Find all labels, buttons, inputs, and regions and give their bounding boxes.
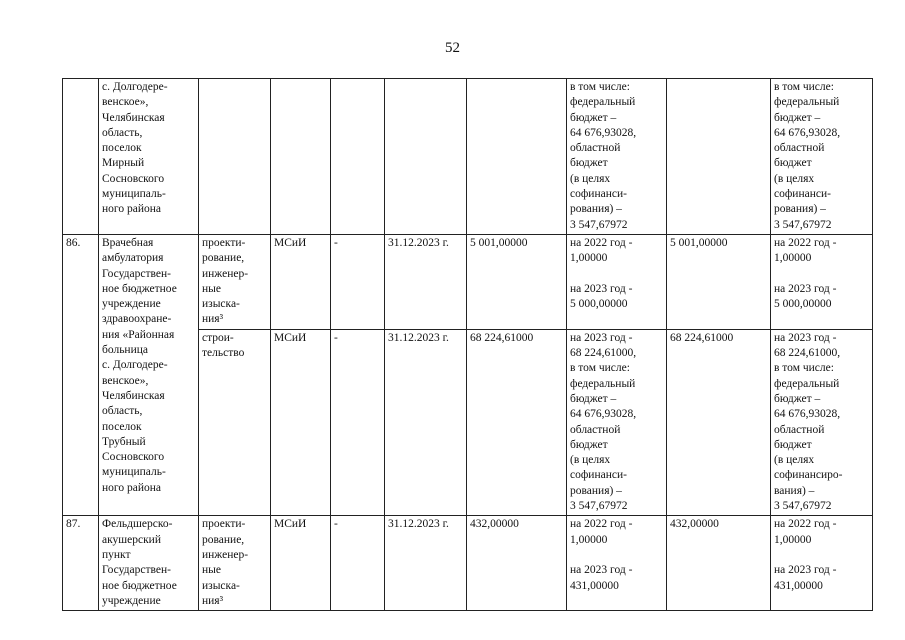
- dash-cell: -: [331, 329, 385, 516]
- cost-cell: 68 224,61000: [467, 329, 567, 516]
- cost-cell: 5 001,00000: [467, 234, 567, 329]
- date-cell: 31.12.2023 г.: [385, 234, 467, 329]
- object-name-cell: Врачебная амбулатория Государствен- ное бюджетное учреждение здравоохране- ния «Районная больница с. Долгодере- венское», Челябинская область, поселок Трубный Сосновского муниципаль- ного района: [99, 234, 199, 515]
- stage-cell: [199, 79, 271, 235]
- limit-cell: 68 224,61000: [667, 329, 771, 516]
- document-table: [62, 78, 873, 611]
- limit-by-year-cell: на 2022 год - 1,00000 на 2023 год - 5 000,00000: [771, 234, 873, 329]
- cost-cell: [467, 79, 567, 235]
- table-row-86-design: [63, 234, 873, 329]
- by-year-cell: на 2023 год - 68 224,61000, в том числе: федеральный бюджет – 64 676,93028, областной бюджет (в целях софинанси- рования) – 3 547,67972: [567, 329, 667, 516]
- date-cell: 31.12.2023 г.: [385, 516, 467, 611]
- customer-cell: МСиИ: [271, 234, 331, 329]
- date-cell: 31.12.2023 г.: [385, 329, 467, 516]
- limit-cell: [667, 79, 771, 235]
- dash-cell: [331, 79, 385, 235]
- table-row-87: [63, 516, 873, 611]
- limit-by-year-cell: на 2022 год - 1,00000 на 2023 год - 431,00000: [771, 516, 873, 611]
- page-number: 52: [445, 40, 460, 56]
- row-number-cell: [63, 79, 99, 235]
- row-number-cell: 86.: [63, 234, 99, 515]
- customer-cell: [271, 79, 331, 235]
- stage-cell: строи- тельство: [199, 329, 271, 516]
- customer-cell: МСиИ: [271, 329, 331, 516]
- limit-cell: 432,00000: [667, 516, 771, 611]
- limit-cell: 5 001,00000: [667, 234, 771, 329]
- cost-cell: 432,00000: [467, 516, 567, 611]
- row-number-cell: 87.: [63, 516, 99, 611]
- dash-cell: -: [331, 234, 385, 329]
- table-row-continuation: [63, 79, 873, 235]
- date-cell: [385, 79, 467, 235]
- limit-by-year-cell: на 2023 год - 68 224,61000, в том числе: федеральный бюджет – 64 676,93028, областной бюджет (в целях софинансиро- вания) – 3 547,67972: [771, 329, 873, 516]
- customer-cell: МСиИ: [271, 516, 331, 611]
- by-year-cell: в том числе: федеральный бюджет – 64 676,93028, областной бюджет (в целях софинанси- рования) – 3 547,67972: [567, 79, 667, 235]
- by-year-cell: на 2022 год - 1,00000 на 2023 год - 5 000,00000: [567, 234, 667, 329]
- limit-by-year-cell: в том числе: федеральный бюджет – 64 676,93028, областной бюджет (в целях софинанси- рования) – 3 547,67972: [771, 79, 873, 235]
- stage-cell: проекти- рование, инженер- ные изыска- ния³: [199, 234, 271, 329]
- object-name-cell: Фельдшерско- акушерский пункт Государствен- ное бюджетное учреждение: [99, 516, 199, 611]
- stage-cell: проекти- рование, инженер- ные изыска- ния³: [199, 516, 271, 611]
- object-name-cell: с. Долгодере- венское», Челябинская область, поселок Мирный Сосновского муниципаль- ного района: [99, 79, 199, 235]
- dash-cell: -: [331, 516, 385, 611]
- by-year-cell: на 2022 год - 1,00000 на 2023 год - 431,00000: [567, 516, 667, 611]
